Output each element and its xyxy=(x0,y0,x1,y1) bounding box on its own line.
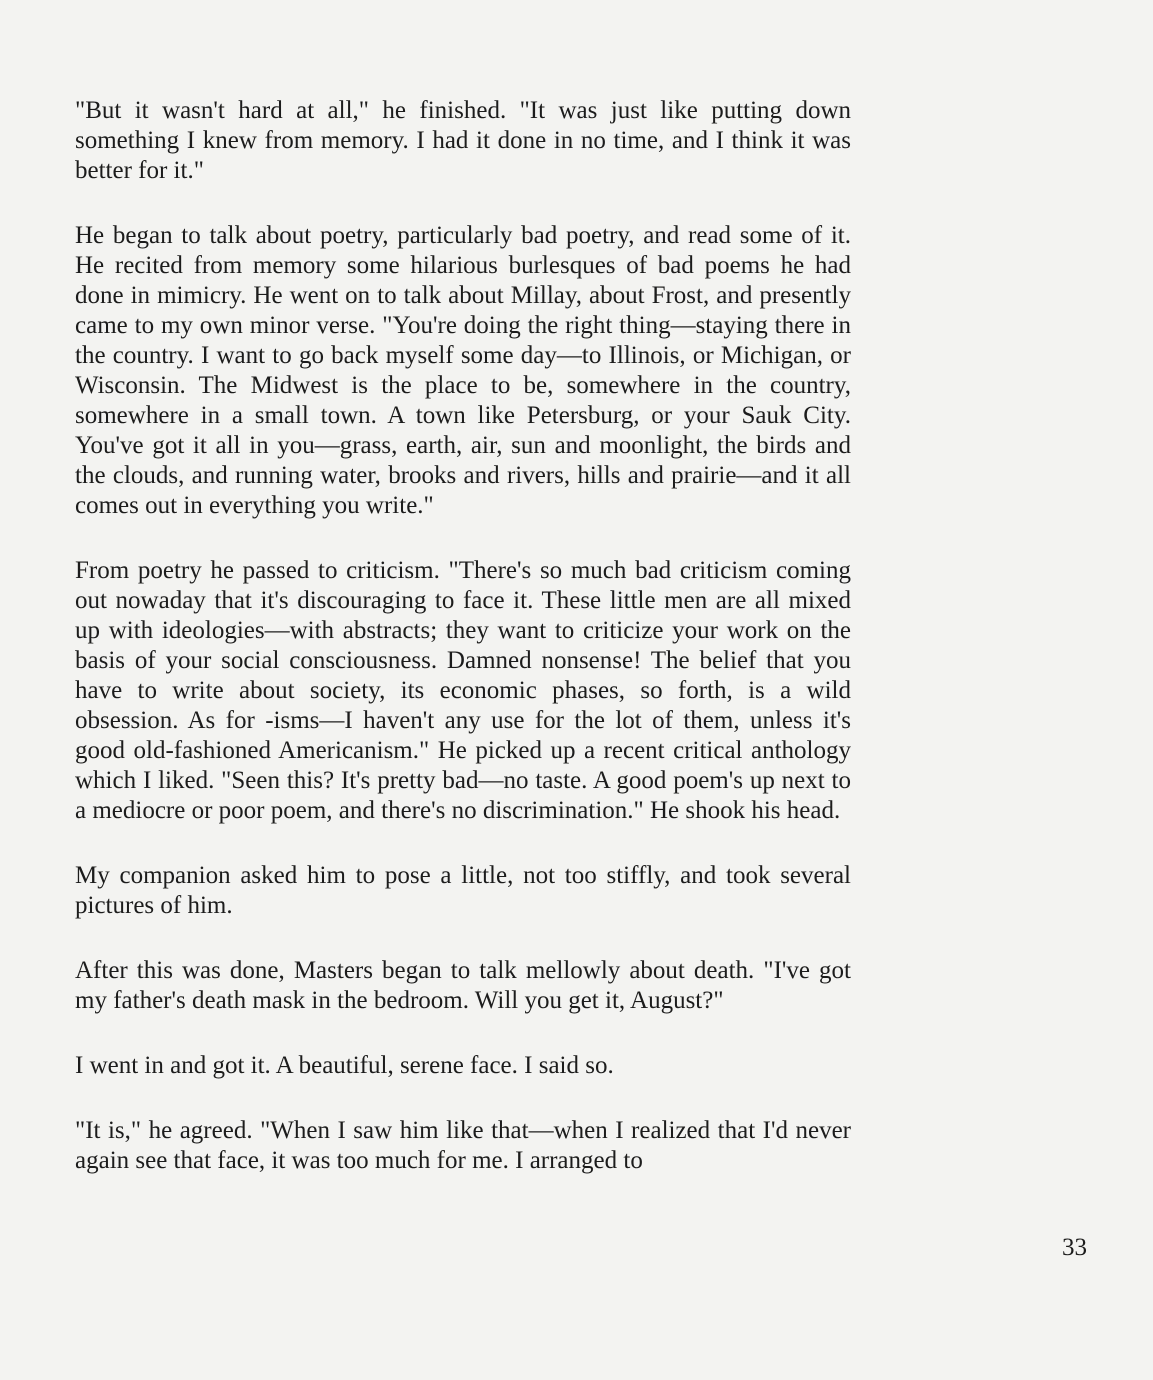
page-number: 33 xyxy=(1062,1234,1087,1261)
paragraph-1: "But it wasn't hard at all," he finished. "It was just like putting down something I knew from memory. I had it done in no time, and I think it was better for it." xyxy=(75,97,851,184)
paragraph-6: I went in and got it. A beautiful, serene face. I said so. xyxy=(75,1052,614,1079)
paragraph-5: After this was done, Masters began to talk mellowly about death. "I've got my father's death mask in the bedroom. Will you get it, August?" xyxy=(75,957,851,1014)
paragraph-7: "It is," he agreed. "When I saw him like that—when I realized that I'd never again see that face, it was too much for me. I arranged to xyxy=(75,1117,851,1174)
paragraph-3: From poetry he passed to criticism. "There's so much bad criticism coming out nowaday that it's discouraging to face it. These little men are all mixed up with ideologies—with abstracts; they want to criticize your work on the basis of your social consciousness. Damned nonsense! The belief that you have to write about society, its economic phases, so forth, is a wild obsession. As for -isms—I haven't any use for the lot of them, unless it's good old-fashioned Americanism." He picked up a recent critical anthology which I liked. "Seen this? It's pretty bad—no taste. A good poem's up next to a mediocre or poor poem, and there's no discrimination." He shook his head. xyxy=(75,557,851,824)
body-text xyxy=(75,96,851,1211)
paragraph-4: My companion asked him to pose a little, not too stiffly, and took several pictures of him. xyxy=(75,862,851,919)
paragraph-2: He began to talk about poetry, particularly bad poetry, and read some of it. He recited from memory some hilarious burlesques of bad poems he had done in mimicry. He went on to talk about Millay, about Frost, and presently came to my own minor verse. "You're doing the right thing—staying there in the country. I want to go back myself some day—to Illinois, or Michigan, or Wisconsin. The Midwest is the place to be, somewhere in the country, somewhere in a small town. A town like Petersburg, or your Sauk City. You've got it all in you—grass, earth, air, sun and moonlight, the birds and the clouds, and running water, brooks and rivers, hills and prairie—and it all comes out in everything you write." xyxy=(75,222,851,519)
